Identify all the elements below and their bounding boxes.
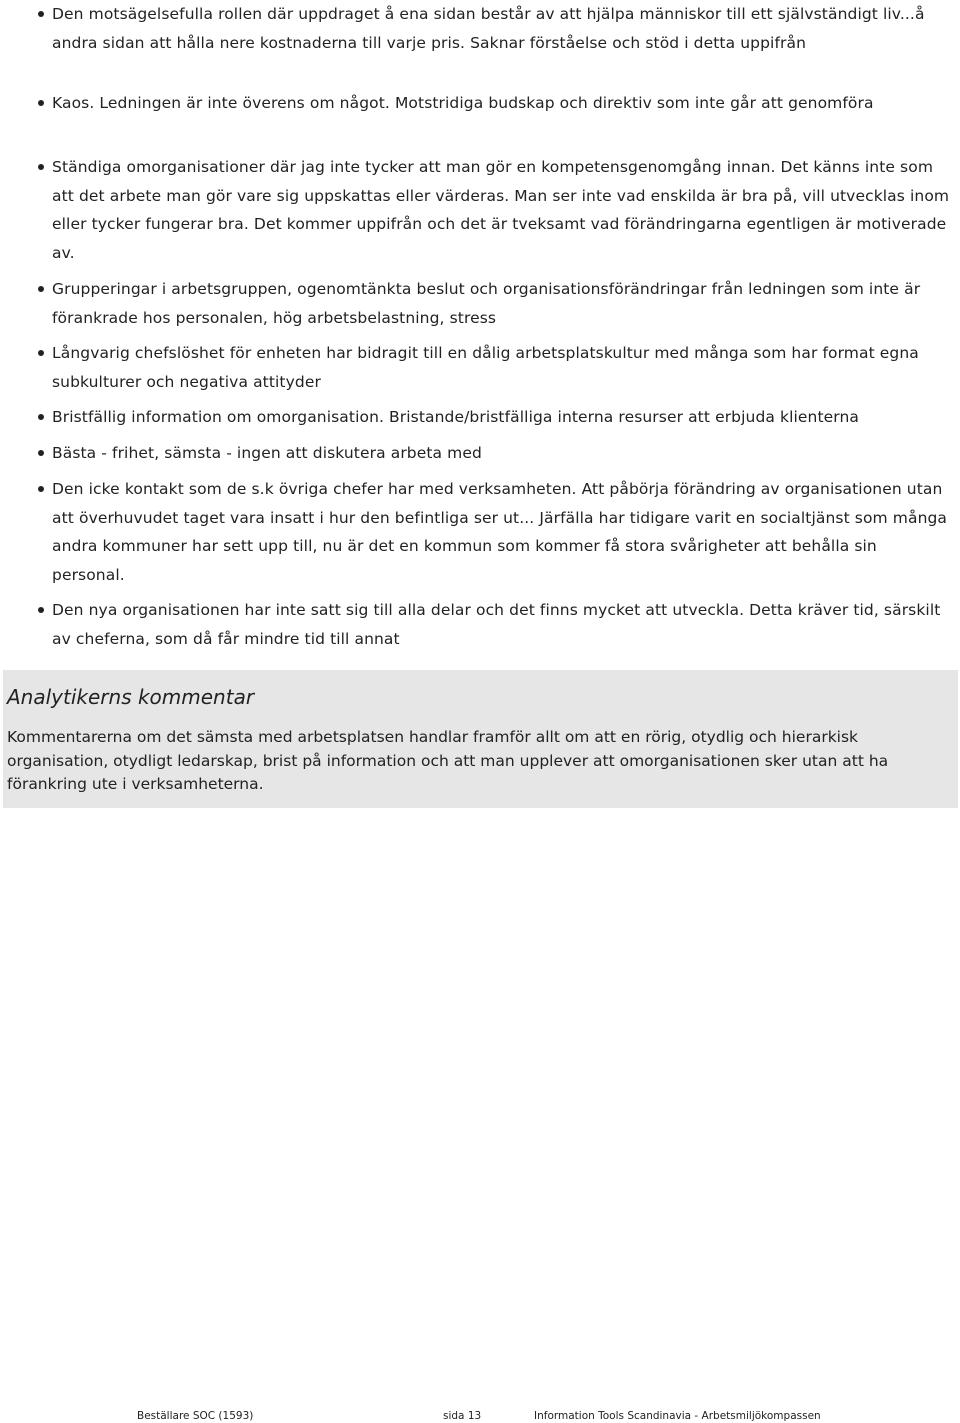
list-item — [0, 153, 960, 267]
list-item-text: Ständiga omorganisationer där jag inte tycker att man gör en kompetensgenomgång innan. Det känns inte som att det arbete man gör vare sig uppskattas eller värderas. Man ser inte vad enskilda är bra på, vill utvecklas inom eller tycker fungerar bra. Det kommer uppifrån och det är tveksamt vad förändringarna egentligen är motiverade av. — [52, 158, 950, 262]
footer-client: Beställare SOC (1593) — [137, 1410, 254, 1422]
bullet-icon — [38, 164, 44, 170]
list-item — [0, 403, 960, 432]
bullet-icon — [38, 100, 44, 106]
footer-page-number: sida 13 — [443, 1410, 482, 1422]
analyst-comment-text: Kommentarerna om det sämsta med arbetsplatsen handlar framför allt om att en rörig, otydlig och hierarkisk organisation, otydligt ledarskap, brist på information och att man upplever att omorganisationen sker utan att ha förankring ute i verksamheterna. — [7, 728, 889, 793]
list-item — [0, 475, 960, 589]
list-item-text: Den nya organisationen har inte satt sig till alla delar och det finns mycket att utveckla. Detta kräver tid, särskilt av cheferna, som då får mindre tid till annat — [52, 601, 941, 648]
bullet-icon — [38, 11, 44, 17]
list-item — [0, 275, 960, 332]
list-item-text: Långvarig chefslöshet för enheten har bidragit till en dålig arbetsplatskultur med många som har format egna subkulturer och negativa attityder — [52, 344, 919, 391]
bullet-icon — [38, 286, 44, 292]
list-item-text: Den motsägelsefulla rollen där uppdraget å ena sidan består av att hjälpa människor till ett självständigt liv...å andra sidan att hålla nere kostnaderna till varje pris. Saknar förståelse och stöd i detta uppifrån — [52, 5, 925, 52]
analyst-comment-title: Analytikerns kommentar — [7, 685, 255, 709]
list-item-text: Den icke kontakt som de s.k övriga chefer har med verksamheten. Att påbörja förändring av organisationen utan att överhuvudet taget vara insatt i hur den befintliga ser ut... Järfälla har tidigare varit en socialtjänst som många andra kommuner har sett upp till, nu är det en kommun som kommer få stora svårigheter att behålla sin personal. — [52, 480, 948, 584]
list-item-text: Bästa - frihet, sämsta - ingen att diskutera arbeta med — [52, 444, 482, 462]
bullet-icon — [38, 486, 44, 492]
list-item — [0, 439, 960, 468]
bullet-icon — [38, 350, 44, 356]
list-item — [0, 339, 960, 396]
footer-publisher: Information Tools Scandinavia - Arbetsmiljökompassen — [534, 1410, 821, 1422]
list-item — [0, 596, 960, 653]
list-item-text: Bristfällig information om omorganisation. Bristande/bristfälliga interna resurser att erbjuda klienterna — [52, 408, 859, 426]
list-item — [0, 89, 960, 118]
list-item — [0, 0, 960, 57]
list-item-text: Kaos. Ledningen är inte överens om något. Motstridiga budskap och direktiv som inte går att genomföra — [52, 94, 874, 112]
list-item-text: Grupperingar i arbetsgruppen, ogenomtänkta beslut och organisationsförändringar från ledningen som inte är förankrade hos personalen, hög arbetsbelastning, stress — [52, 280, 921, 327]
page-footer — [0, 1409, 960, 1423]
analyst-comment-box — [3, 670, 958, 808]
bullet-icon — [38, 607, 44, 613]
bullet-icon — [38, 414, 44, 420]
bullet-icon — [38, 450, 44, 456]
